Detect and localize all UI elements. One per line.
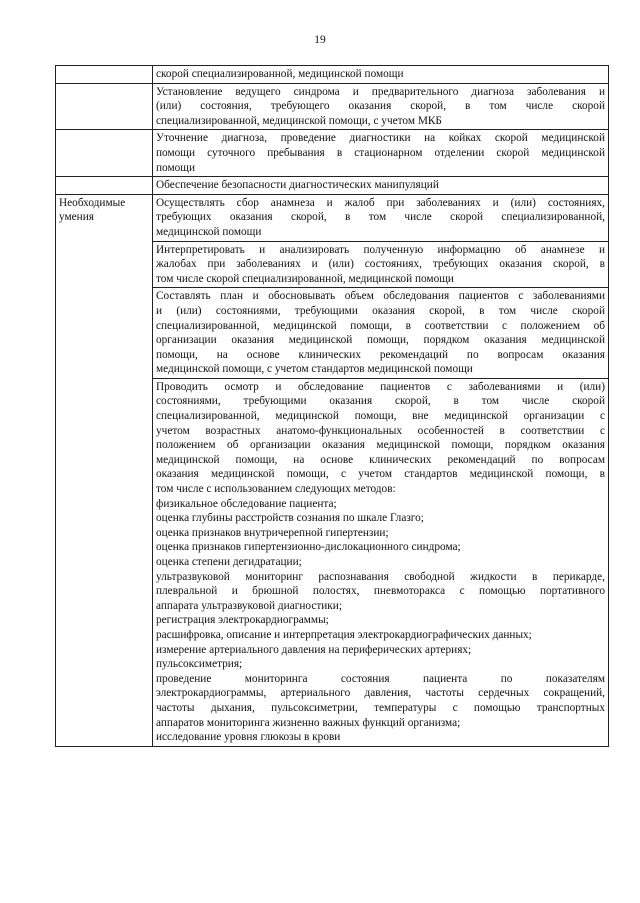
- table-row: [56, 130, 609, 177]
- text-line: скорой специализированной, медицинской помощи: [156, 68, 404, 80]
- text-line: Интерпретировать и анализировать полученную информацию об анамнезе и: [156, 243, 605, 256]
- method-line: ультразвуковой мониторинг распознавания свободной жидкости в перикарде,: [156, 570, 605, 583]
- text-line: и (или) состояниями, требующими оказания скорой, в том числе скорой: [156, 304, 605, 317]
- method-line: пульсоксиметрия;: [156, 658, 243, 671]
- label-cell: [56, 130, 153, 177]
- text-line: организации оказания медицинской помощи, порядком оказания медицинской: [156, 334, 605, 347]
- method-line: исследование уровня глюкозы в крови: [156, 731, 341, 744]
- text-line: специализированной, медицинской помощи, вне медицинской организации с: [156, 410, 605, 423]
- text-line: оказания медицинской помощи, с учетом стандартов медицинской помощи, в: [156, 468, 605, 481]
- text-line: помощи, на основе клинических рекомендаций по вопросам оказания: [156, 348, 605, 361]
- action-cell: [153, 66, 609, 84]
- text-line: Обеспечение безопасности диагностических манипуляций: [156, 179, 439, 192]
- action-cell: [153, 177, 609, 195]
- method-line: измерение артериального давления на периферических артериях;: [156, 643, 472, 656]
- method-line: расшифровка, описание и интерпретация электрокардиографических данных;: [156, 628, 532, 641]
- text-line: жалобах при заболеваниях и (или) состояниях, требующих оказания скорой, в: [156, 258, 605, 271]
- method-line: физикальное обследование пациента;: [156, 497, 337, 510]
- text-line: Составлять план и обосновывать объем обследования пациентов с заболеваниями: [156, 290, 605, 303]
- text-line: том числе с использованием следующих методов:: [156, 483, 396, 496]
- skill-cell: [153, 194, 609, 241]
- text-line: (или) состояния, требующего оказания скорой, в том числе скорой: [156, 100, 605, 113]
- text-line: Осуществлять сбор анамнеза и жалоб при заболеваниях и (или) состояниях,: [156, 196, 605, 209]
- text-line: положением об организации оказания медицинской помощи, порядком оказания: [156, 439, 605, 452]
- method-line: проведение мониторинга состояния пациента по показателям: [156, 672, 605, 685]
- table-row: [56, 177, 609, 195]
- label-cell: [56, 66, 153, 84]
- text-line: учетом возрастных анатомо-функциональных особенностей в соответствии с: [156, 424, 605, 437]
- exam-cell: [153, 378, 609, 746]
- table-row: [56, 83, 609, 130]
- skill-cell: [153, 288, 609, 379]
- method-line: частоты дыхания, пульсоксиметрии, температуры с помощью транспортных: [156, 701, 605, 714]
- text-line: специализированной, медицинской помощи, в соответствии с положением об: [156, 319, 605, 332]
- text-line: помощи суточного пребывания в стационарном отделении скорой медицинской: [156, 146, 605, 159]
- text-line: требующих оказания скорой, в том числе скорой специализированной,: [156, 211, 605, 224]
- section-label: Необходимые умения: [56, 194, 153, 746]
- text-line: медицинской помощи: [156, 225, 262, 238]
- table-row: [56, 194, 609, 241]
- text-line: медицинской помощи, с учетом стандартов медицинской помощи: [156, 363, 473, 376]
- text-line: Проводить осмотр и обследование пациентов с заболеваниями и (или): [156, 380, 605, 393]
- competency-table: [55, 65, 609, 747]
- method-line: аппаратов мониторинга жизненно важных функций организма;: [156, 716, 461, 729]
- text-line: Установление ведущего синдрома и предварительного диагноза заболевания и: [156, 85, 605, 98]
- page-number: 19: [314, 34, 326, 46]
- text-line: специализированной, медицинской помощи, с учетом МКБ: [156, 114, 442, 127]
- skill-cell: [153, 241, 609, 288]
- label-cell: [56, 177, 153, 195]
- method-line: оценка глубины расстройств сознания по шкале Глазго;: [156, 512, 424, 525]
- method-line: плевральной и брюшной полостях, пневмоторакса с помощью портативного: [156, 585, 605, 598]
- method-line: электрокардиограммы, артериального давления, частоты сердечных сокращений,: [156, 687, 605, 700]
- table-row: [56, 66, 609, 84]
- text-line: медицинской помощи, на основе клинических рекомендаций по вопросам: [156, 453, 605, 466]
- method-line: регистрация электрокардиограммы;: [156, 614, 329, 627]
- text-line: том числе скорой специализированной, медицинской помощи: [156, 272, 454, 285]
- text-line: помощи: [156, 161, 196, 174]
- action-cell: [153, 83, 609, 130]
- method-line: оценка признаков гипертензионно-дислокационного синдрома;: [156, 541, 461, 554]
- method-line: оценка степени дегидратации;: [156, 556, 302, 568]
- action-cell: [153, 130, 609, 177]
- text-line: состояниями, требующими оказания скорой, в том числе скорой: [156, 395, 605, 408]
- label-cell: [56, 83, 153, 130]
- method-line: аппарата ультразвуковой диагностики;: [156, 599, 342, 612]
- text-line: Уточнение диагноза, проведение диагностики на койках скорой медицинской: [156, 132, 605, 145]
- method-line: оценка признаков внутричерепной гипертензии;: [156, 526, 389, 539]
